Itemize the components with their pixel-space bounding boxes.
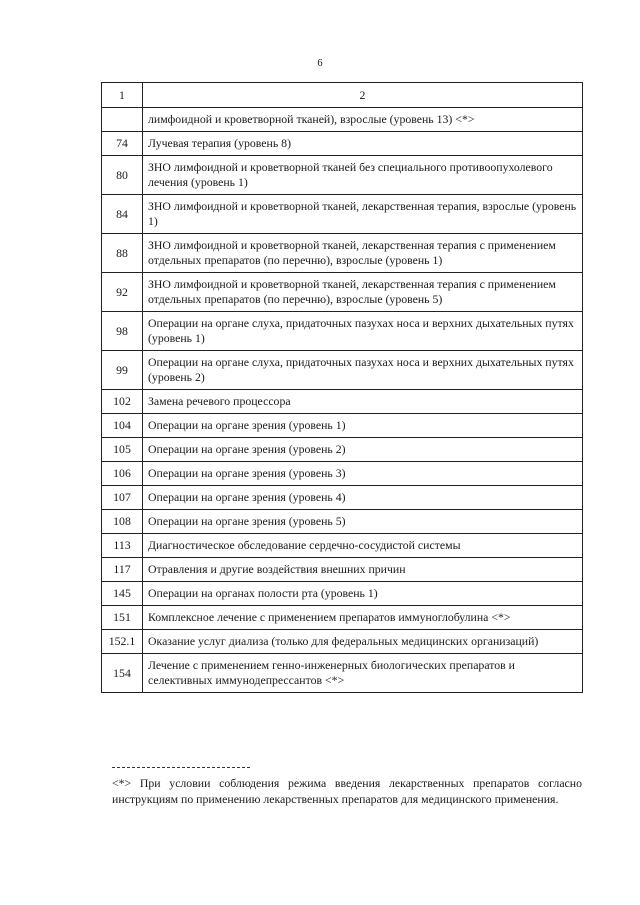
row-code: 145 [102, 582, 143, 606]
table-row [102, 195, 583, 234]
row-code: 88 [102, 234, 143, 273]
row-code: 152.1 [102, 630, 143, 654]
row-description: Операции на органе слуха, придаточных пазухах носа и верхних дыхательных путях (уровень 1) [143, 312, 583, 351]
row-description: лимфоидной и кроветворной тканей), взрослые (уровень 13) <*> [143, 108, 583, 132]
table-row [102, 582, 583, 606]
table-row [102, 558, 583, 582]
column-header-2: 2 [143, 83, 583, 108]
table-row [102, 156, 583, 195]
row-description: Операции на органе зрения (уровень 1) [143, 414, 583, 438]
row-code: 154 [102, 654, 143, 693]
row-code [102, 108, 143, 132]
row-description: Операции на органе зрения (уровень 5) [143, 510, 583, 534]
row-description: Операции на органе зрения (уровень 4) [143, 486, 583, 510]
row-code: 102 [102, 390, 143, 414]
table-row [102, 351, 583, 390]
table-row [102, 273, 583, 312]
table-row [102, 390, 583, 414]
row-description: Лучевая терапия (уровень 8) [143, 132, 583, 156]
row-code: 74 [102, 132, 143, 156]
column-header-1: 1 [102, 83, 143, 108]
row-description: Оказание услуг диализа (только для федеральных медицинских организаций) [143, 630, 583, 654]
table-row [102, 486, 583, 510]
row-code: 84 [102, 195, 143, 234]
row-description: Замена речевого процессора [143, 390, 583, 414]
row-description: Отравления и другие воздействия внешних причин [143, 558, 583, 582]
row-code: 117 [102, 558, 143, 582]
row-code: 92 [102, 273, 143, 312]
row-description: Операции на органе слуха, придаточных пазухах носа и верхних дыхательных путях (уровень 2) [143, 351, 583, 390]
table-row [102, 312, 583, 351]
row-description: Лечение с применением генно-инженерных биологических препаратов и селективных иммунодепрессантов <*> [143, 654, 583, 693]
table-row [102, 414, 583, 438]
footnote-separator [112, 767, 250, 768]
table-row [102, 132, 583, 156]
table-row [102, 606, 583, 630]
row-description: Операции на органе зрения (уровень 3) [143, 462, 583, 486]
tariff-table [101, 82, 583, 693]
row-description: Операции на органах полости рта (уровень 1) [143, 582, 583, 606]
row-code: 106 [102, 462, 143, 486]
table-row [102, 438, 583, 462]
row-code: 99 [102, 351, 143, 390]
footnote-text: <*> При условии соблюдения режима введения лекарственных препаратов согласно инструкциям по применению лекарственных препаратов для медицинского применения. [112, 776, 582, 806]
row-description: ЗНО лимфоидной и кроветворной тканей, лекарственная терапия с применением отдельных препаратов (по перечню), взрослые (уровень 1) [143, 234, 583, 273]
row-code: 113 [102, 534, 143, 558]
row-code: 104 [102, 414, 143, 438]
row-code: 105 [102, 438, 143, 462]
table-row [102, 534, 583, 558]
table-header-row [102, 83, 583, 108]
row-description: ЗНО лимфоидной и кроветворной тканей, лекарственная терапия с применением отдельных препаратов (по перечню), взрослые (уровень 5) [143, 273, 583, 312]
row-description: Операции на органе зрения (уровень 2) [143, 438, 583, 462]
row-code: 151 [102, 606, 143, 630]
row-code: 98 [102, 312, 143, 351]
row-description: ЗНО лимфоидной и кроветворной тканей, лекарственная терапия, взрослые (уровень 1) [143, 195, 583, 234]
table-row [102, 654, 583, 693]
table-row [102, 108, 583, 132]
row-description: Диагностическое обследование сердечно-сосудистой системы [143, 534, 583, 558]
page-number: 6 [317, 58, 323, 69]
row-code: 108 [102, 510, 143, 534]
row-description: ЗНО лимфоидной и кроветворной тканей без специального противоопухолевого лечения (уровень 1) [143, 156, 583, 195]
row-code: 107 [102, 486, 143, 510]
table-row [102, 234, 583, 273]
row-code: 80 [102, 156, 143, 195]
table-row [102, 630, 583, 654]
table-row [102, 462, 583, 486]
row-description: Комплексное лечение с применением препаратов иммуноглобулина <*> [143, 606, 583, 630]
table-row [102, 510, 583, 534]
